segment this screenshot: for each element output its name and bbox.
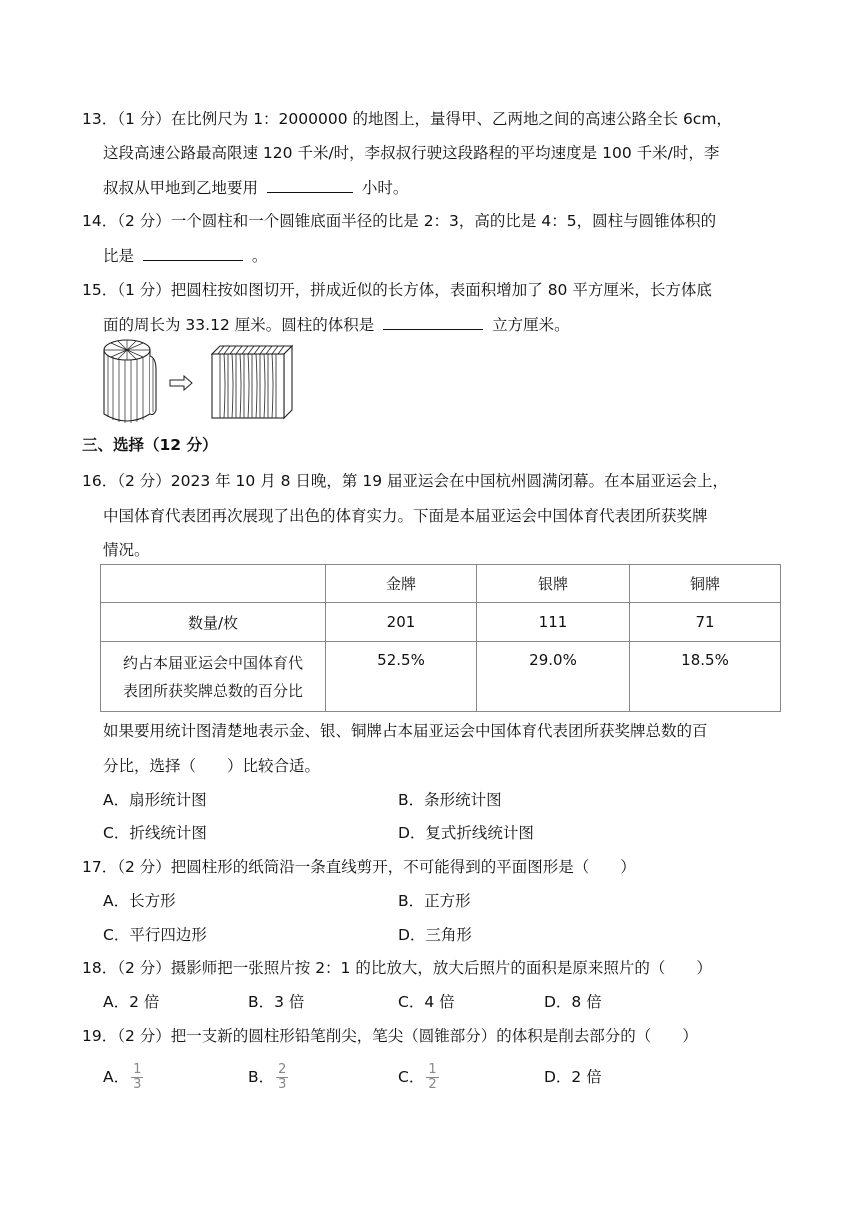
q19-option-c[interactable] [398, 1062, 439, 1092]
q15-line-2-end: 立方厘米。 [492, 316, 570, 334]
fraction-denominator: 2 [428, 1077, 437, 1092]
fraction-numerator: 1 [428, 1062, 437, 1077]
q18-option-d[interactable]: D．8 倍 [544, 993, 602, 1011]
q17-option-a[interactable]: A．长方形 [103, 892, 176, 910]
q16-line-4: 如果要用统计图清楚地表示金、银、铜牌占本届亚运会中国体育代表团所获奖牌总数的百 [103, 722, 708, 740]
q15-line-2-text: 面的周长为 33.12 厘米。圆柱的体积是 [103, 316, 375, 334]
table-cell: 111 [477, 603, 630, 642]
q18-option-b[interactable]: B．3 倍 [248, 993, 305, 1011]
table-cell [101, 642, 326, 712]
table-cell: 数量/枚 [101, 603, 326, 642]
cylinder-to-cuboid-figure [98, 336, 298, 428]
q13-line-3-end: 小时。 [361, 179, 409, 197]
table-row [101, 603, 781, 642]
cuboid-drawing [212, 346, 292, 418]
table-cell: 18.5% [630, 642, 781, 712]
table-header-cell: 金牌 [326, 565, 477, 603]
q14-answer-blank[interactable] [143, 244, 243, 261]
q17-option-d[interactable]: D．三角形 [398, 926, 472, 944]
q14-line-2-text: 比是 [103, 247, 135, 265]
table-row [101, 642, 781, 712]
fraction-denominator: 3 [133, 1077, 142, 1092]
table-cell: 52.5% [326, 642, 477, 712]
table-header-cell: 铜牌 [630, 565, 781, 603]
fraction-denominator: 3 [278, 1077, 287, 1092]
fraction [131, 1063, 143, 1092]
arrow-right-icon [170, 376, 192, 390]
table-cell: 29.0% [477, 642, 630, 712]
q13-line-2: 这段高速公路最高限速 120 千米/时，李叔叔行驶这段路程的平均速度是 100 千米/时，李 [103, 144, 720, 162]
fraction-numerator: 1 [133, 1062, 142, 1077]
q13-line-3 [103, 176, 408, 199]
cylinder-drawing [104, 340, 156, 423]
q13-line-3-text: 叔叔从甲地到乙地要用 [103, 179, 259, 197]
q13-answer-blank[interactable] [267, 176, 353, 193]
medal-table [100, 564, 781, 712]
table-header-cell: 银牌 [477, 565, 630, 603]
q15-line-2 [103, 313, 570, 336]
q19-option-a-label: A． [103, 1068, 130, 1086]
fraction [276, 1063, 288, 1092]
q16-line-5: 分比，选择（ ）比较合适。 [103, 757, 321, 775]
q14-line-2 [103, 244, 267, 267]
q15-answer-blank[interactable] [383, 313, 483, 330]
q16-line-2: 中国体育代表团再次展现了出色的体育实力。下面是本届亚运会中国体育代表团所获奖牌 [103, 507, 708, 525]
q17-option-c[interactable]: C．平行四边形 [103, 926, 207, 944]
q18-stem: 18．（2 分）摄影师把一张照片按 2：1 的比放大，放大后照片的面积是原来照片的（ ） [82, 959, 712, 977]
q17-stem: 17．（2 分）把圆柱形的纸筒沿一条直线剪开，不可能得到的平面图形是（ ） [82, 858, 636, 876]
q14-line-2-end: 。 [251, 247, 268, 265]
q19-option-c-label: C． [398, 1068, 425, 1086]
table-header-row [101, 565, 781, 603]
table-cell: 201 [326, 603, 477, 642]
q19-option-d[interactable]: D．2 倍 [544, 1068, 602, 1086]
table-header-cell [101, 565, 326, 603]
fraction-numerator: 2 [278, 1062, 287, 1077]
q16-line-1: 16．（2 分）2023 年 10 月 8 日晚，第 19 届亚运会在中国杭州圆满闭幕。在本届亚运会上， [82, 472, 729, 490]
section-3-heading: 三、选择（12 分） [82, 436, 218, 454]
q15-line-1: 15．（1 分）把圆柱按如图切开，拼成近似的长方体，表面积增加了 80 平方厘米，长方体底 [82, 281, 712, 299]
q14-line-1: 14．（2 分）一个圆柱和一个圆锥底面半径的比是 2：3，高的比是 4：5，圆柱与圆锥体积的 [82, 212, 717, 230]
q16-option-a[interactable]: A．扇形统计图 [103, 791, 207, 809]
q19-option-b-label: B． [248, 1068, 275, 1086]
fraction [426, 1063, 438, 1092]
q19-stem: 19．（2 分）把一支新的圆柱形铅笔削尖，笔尖（圆锥部分）的体积是削去部分的（ ） [82, 1027, 698, 1045]
q19-option-b[interactable] [248, 1062, 288, 1092]
table-cell: 71 [630, 603, 781, 642]
q16-option-b[interactable]: B．条形统计图 [398, 791, 502, 809]
table-row-label-line-2: 表团所获奖牌总数的百分比 [122, 681, 303, 700]
q18-option-c[interactable]: C．4 倍 [398, 993, 455, 1011]
q16-option-c[interactable]: C．折线统计图 [103, 824, 207, 842]
table-row-label-line-1: 约占本届亚运会中国体育代 [122, 653, 303, 672]
q16-option-d[interactable]: D．复式折线统计图 [398, 824, 534, 842]
q18-option-a[interactable]: A．2 倍 [103, 993, 160, 1011]
q13-line-1: 13．（1 分）在比例尺为 1：2000000 的地图上，量得甲、乙两地之间的高速公路全长 6cm， [82, 110, 732, 128]
q17-option-b[interactable]: B．正方形 [398, 892, 471, 910]
q16-line-3: 情况。 [103, 541, 150, 559]
q19-option-a[interactable] [103, 1062, 143, 1092]
